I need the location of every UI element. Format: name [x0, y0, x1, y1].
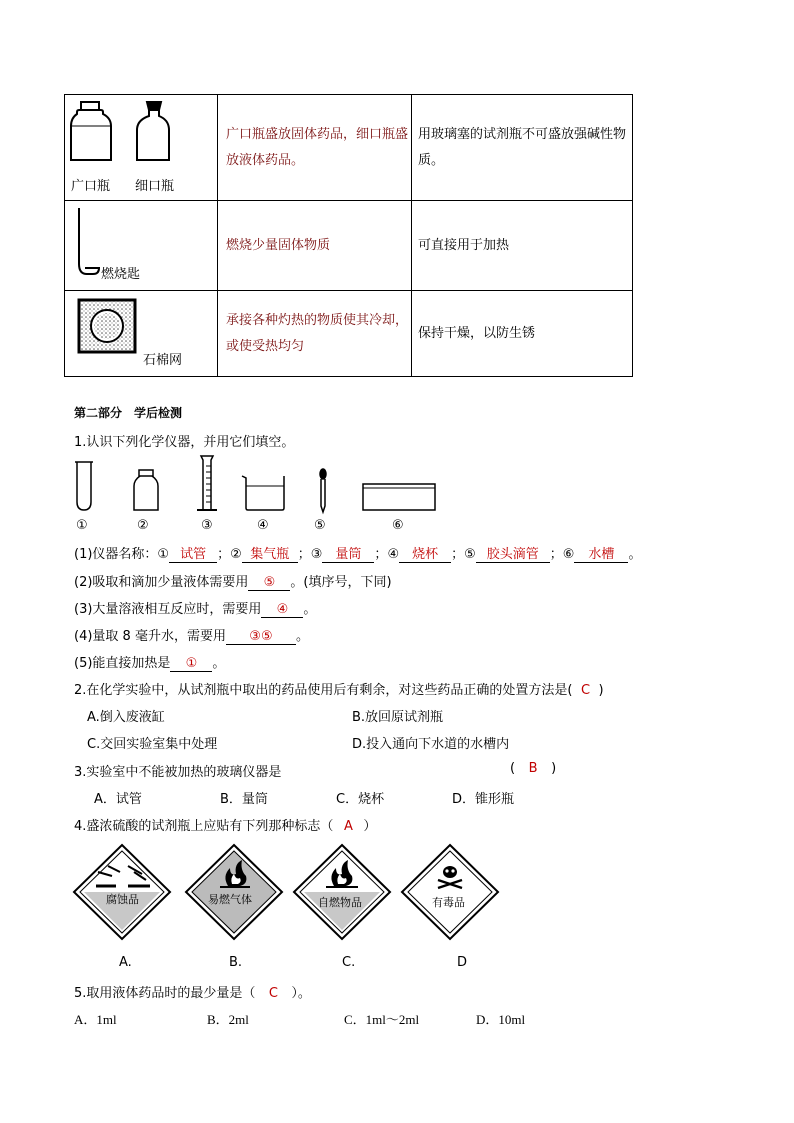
usage-cell: 承接各种灼热的物质使其冷却，或使受热均匀	[218, 291, 412, 377]
instrument-number-6: ⑥	[392, 518, 404, 533]
sign-label-spontaneous-combustion: 自燃物品	[318, 896, 362, 909]
wide-mouth-bottle-icon	[71, 102, 111, 160]
instrument-number-4: ④	[257, 518, 269, 533]
combustion-spoon-icon	[79, 208, 99, 274]
sub-text: (4)量取 8 毫升水，需要用	[74, 629, 226, 644]
sign-label-flammable-gas: 易燃气体	[208, 893, 252, 906]
table-row	[65, 95, 633, 201]
q2-stem: 2.在化学实验中，从试剂瓶中取出的药品使用后有剩余，对这些药品正确的处置方法是(	[74, 683, 573, 698]
instrument-number-2: ②	[137, 518, 149, 533]
toxic-sign-icon	[402, 845, 498, 939]
q1-sub4	[74, 625, 309, 645]
name-num: ①	[157, 547, 170, 562]
water-trough-icon	[363, 484, 435, 510]
q4-stem: 4.盛浓硫酸的试剂瓶上应贴有下列那种标志（	[74, 819, 334, 834]
graduated-cylinder-icon	[197, 456, 217, 510]
sub-tail: 。	[212, 656, 226, 671]
q3-answer-bracket: ( B )	[510, 761, 557, 776]
instrument-number-1: ①	[76, 518, 88, 533]
table-row	[65, 291, 633, 377]
sub-tail: 。	[295, 629, 309, 644]
q4-letter-d: D	[457, 955, 468, 970]
usage-cell: 燃烧少量固体物质	[218, 201, 412, 291]
sub-text: (3)大量溶液相互反应时，需要用	[74, 602, 262, 617]
sub-text: (5)能直接加热是	[74, 656, 171, 671]
q3-option-c: C．烧杯	[336, 792, 385, 807]
label-combustion-spoon: 燃烧匙	[101, 267, 141, 282]
q5-answer: C	[268, 986, 278, 1001]
answer-blank: ⑤	[248, 576, 290, 591]
image-cell	[65, 291, 218, 377]
q4-stem-line	[74, 815, 376, 834]
answer-blank: 集气瓶	[242, 548, 298, 563]
answer-blank: ③⑤	[226, 630, 296, 645]
q5-close: ）。	[291, 986, 311, 1001]
beaker-icon	[242, 476, 284, 510]
answer-blank: 烧杯	[399, 548, 451, 563]
gas-jar-icon	[134, 470, 158, 510]
name-num: ②	[230, 547, 242, 562]
q1-sub2	[74, 571, 392, 591]
answer-blank: 量筒	[322, 548, 374, 563]
asbestos-gauze-drawing	[65, 292, 215, 376]
instrument-number-3: ③	[201, 518, 213, 533]
name-num: ⑤	[464, 547, 476, 562]
q1-stem: 1.认识下列化学仪器，并用它们填空。	[74, 435, 295, 450]
table-row	[65, 201, 633, 291]
label-wide-mouth-bottle: 广口瓶	[71, 179, 111, 194]
q4-letter-b: B.	[229, 955, 243, 970]
q3-option-d: D．锥形瓶	[452, 792, 515, 807]
q1-sub3	[74, 598, 316, 618]
q4-close: ）	[363, 819, 377, 834]
label-asbestos-gauze: 石棉网	[143, 353, 183, 368]
q2-option-d: D.投入通向下水道的水槽内	[352, 737, 510, 752]
name-num: ④	[387, 547, 400, 562]
q5-option-b: B．2ml	[207, 1012, 249, 1027]
answer-blank: 水槽	[574, 548, 628, 563]
q5-stem: 5.取用液体药品时的最少量是（	[74, 986, 256, 1001]
instrument-number-5: ⑤	[314, 518, 326, 533]
image-cell	[65, 201, 218, 291]
q5-option-c: C．1ml～2ml	[344, 1012, 420, 1027]
note-cell: 保持干燥，以防生锈	[412, 291, 633, 377]
sign-label-corrosive: 腐蚀品	[106, 893, 139, 906]
q2-option-b: B.放回原试剂瓶	[352, 710, 444, 725]
q1-sub5	[74, 652, 225, 672]
q2-option-c: C.交回实验室集中处理	[87, 737, 218, 752]
q2-stem-line	[74, 679, 604, 698]
q3-option-a: A．试管	[94, 792, 142, 807]
asbestos-gauze-icon	[79, 300, 135, 352]
note-cell: 可直接用于加热	[412, 201, 633, 291]
q3-option-b: B．量筒	[220, 792, 268, 807]
label-narrow-mouth-bottle: 细口瓶	[135, 179, 175, 194]
q2-answer: C	[580, 683, 591, 698]
answer-blank: 试管	[169, 548, 217, 563]
q3-answer: B	[528, 761, 538, 776]
instrument-table	[64, 94, 633, 377]
q5-option-d: D．10ml	[476, 1012, 526, 1027]
sub-text: (2)吸取和滴加少量液体需要用	[74, 575, 249, 590]
sign-label-toxic: 有毒品	[432, 896, 465, 909]
q5-option-a: A．1ml	[74, 1012, 117, 1027]
section-title: 第二部分 学后检测	[74, 406, 183, 420]
q4-letter-a: A.	[119, 955, 132, 970]
answer-blank: ④	[261, 603, 303, 618]
name-num: ③	[310, 547, 323, 562]
narrow-mouth-bottle-icon	[137, 102, 169, 160]
spontaneous-combustion-sign-icon	[294, 845, 390, 939]
instruments-drawing	[60, 452, 450, 516]
dropper-icon	[320, 469, 326, 512]
test-tube-icon	[75, 462, 93, 510]
q5-stem-line	[74, 982, 311, 1001]
q1-prefix: (1)仪器名称：	[74, 547, 158, 562]
image-cell	[65, 95, 218, 201]
sub-tail: 。	[303, 602, 317, 617]
q1-names-line: (1)仪器名称：① 试管 ；② 集气瓶 ；③ 量筒 ；④ 烧杯 ；⑤ 胶头滴管 ；⑥ 水槽 。	[74, 547, 642, 562]
sub-tail: 。(填序号，下同)	[290, 575, 392, 590]
usage-cell: 广口瓶盛放固体药品，细口瓶盛放液体药品。	[218, 95, 412, 201]
q4-answer: A	[343, 819, 353, 834]
answer-blank: 胶头滴管	[476, 548, 550, 563]
q4-letter-c: C.	[342, 955, 356, 970]
q2-option-a: A.倒入废液缸	[87, 710, 165, 725]
q3-stem: 3.实验室中不能被加热的玻璃仪器是	[74, 765, 282, 780]
name-num: ⑥	[562, 547, 575, 562]
note-cell: 用玻璃塞的试剂瓶不可盛放强碱性物质。	[412, 95, 633, 201]
answer-blank: ①	[170, 657, 212, 672]
q2-close: )	[598, 683, 604, 698]
